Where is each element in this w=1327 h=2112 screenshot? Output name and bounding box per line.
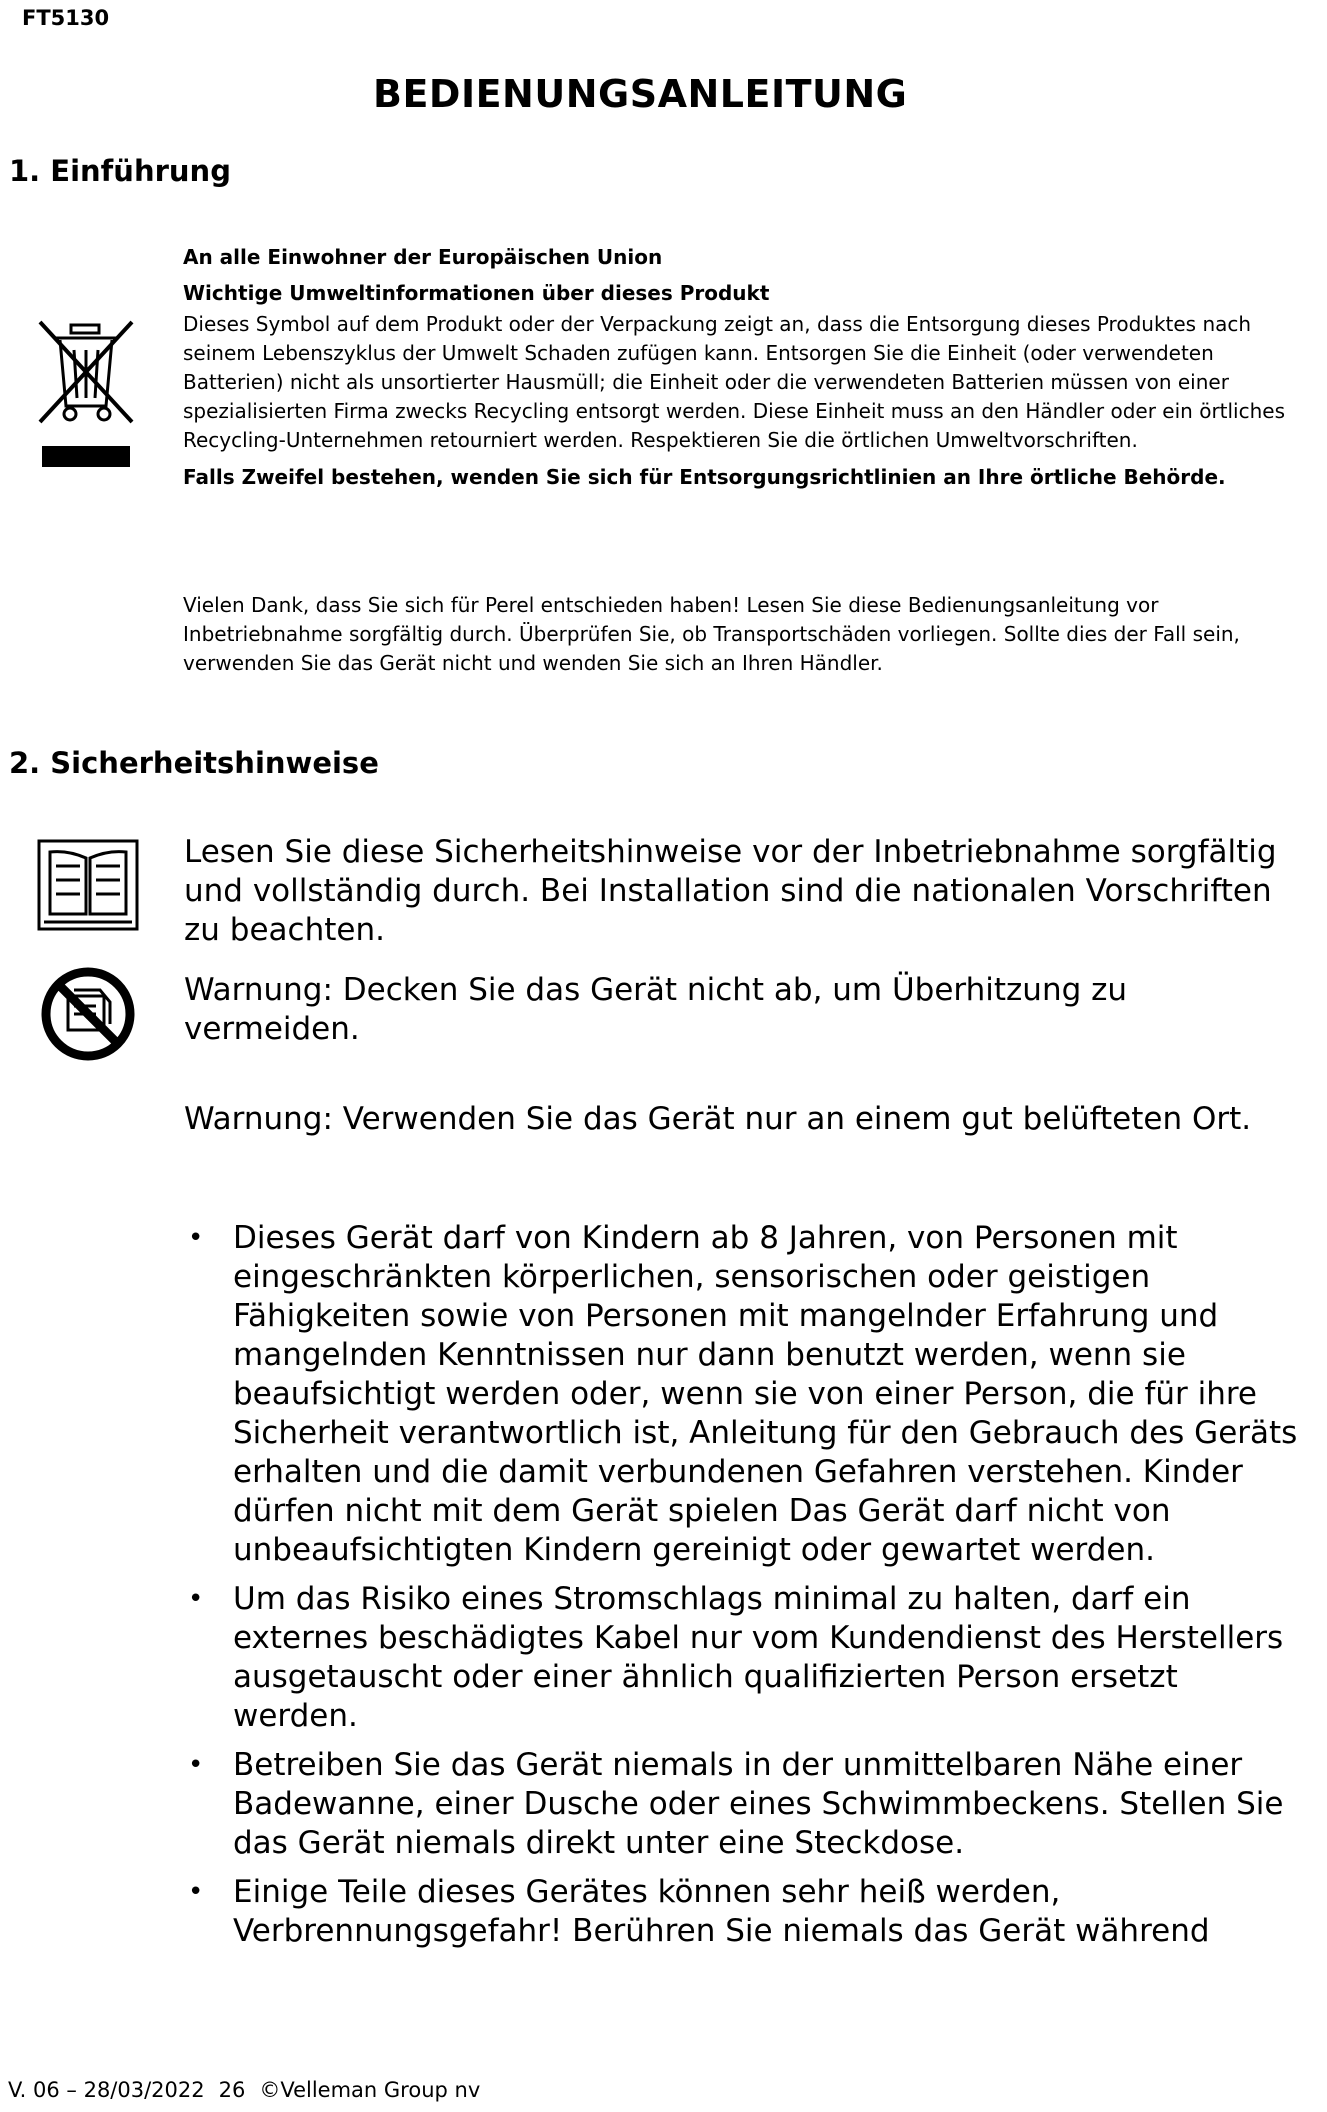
list-item: • Betreiben Sie das Gerät niemals in der unmittelbaren Nähe einer Badewanne, einer Dusche oder eines Schwimmbeckens. Stellen Sie das Gerät niemals direkt unter eine Steckdose. (188, 1747, 1284, 1861)
bullet-text: Um das Risiko eines Stromschlags minimal zu halten, darf ein externes beschädigtes Kabel nur vom Kundendienst des Herstellers ausgetauscht oder einer ähnlich qualifizierten Person ersetzt werden. (233, 1581, 1284, 1734)
bullet-text: Einige Teile dieses Gerätes können sehr heiß werden, Verbrennungsgefahr! Berühren Sie niemals das Gerät während (233, 1874, 1210, 1949)
thank-you-text: Vielen Dank, dass Sie sich für Perel entschieden haben! Lesen Sie diese Bedienungsanleitung vor Inbetriebnahme sorgfältig durch. Überprüfen Sie, ob Transportschäden vorliegen. Sollte dies der Fall sein, verwenden Sie das Gerät nicht und wenden Sie sich an Ihren Händler. (183, 593, 1240, 675)
bullet-text: Dieses Gerät darf von Kindern ab 8 Jahren, von Personen mit eingeschränkten körperlichen, sensorischen oder geistigen Fähigkeiten sowie von Personen mit mangelnder Erfahrung und mangelnden Kenntnissen nur dann benutzt werden, wenn sie beaufsichtigt werden oder, wenn sie von einer Person, die für ihre Sicherheit verantwortlich ist, Anleitung für den Gebrauch des Geräts erhalten und die damit verbundenen Gefahren verstehen. Kinder dürfen nicht mit dem Gerät spielen Das Gerät darf nicht von unbeaufsichtigten Kindern gereinigt oder gewartet werden. (233, 1220, 1298, 1568)
weee-subheading: Wichtige Umweltinformationen über dieses Produkt (183, 281, 770, 305)
section-heading-introduction: 1. Einführung (9, 154, 231, 188)
warning-ventilation-text: Warnung: Verwenden Sie das Gerät nur an einem gut belüfteten Ort. (184, 1101, 1252, 1137)
weee-body: Dieses Symbol auf dem Produkt oder der Verpackung zeigt an, dass die Entsorgung dieses Produktes nach seinem Lebenszyklus der Umwelt Schaden zufügen kann. Entsorgen Sie die Einheit (oder verwendeten Batterien) nicht als unsortierter Hausmüll; die Einheit oder die verwendeten Batterien müssen von einer spezialisierten Firma zwecks Recycling entsorgt werden. Diese Einheit muss an den Händler oder ein örtliches Recycling-Unternehmen retourniert werden. Respektieren Sie die örtlichen Umweltvorschriften. (183, 312, 1286, 452)
weee-notice (183, 243, 1293, 492)
footer-version: V. 06 – 28/03/2022 (8, 2078, 205, 2102)
warning-cover-text: Warnung: Decken Sie das Gerät nicht ab, um Überhitzung zu vermeiden. (184, 972, 1128, 1047)
page-footer (8, 2078, 494, 2102)
weee-bin-icon (34, 318, 138, 468)
weee-note: Falls Zweifel bestehen, wenden Sie sich für Entsorgungsrichtlinien an Ihre örtliche Behörde. (183, 465, 1226, 489)
list-item: • Dieses Gerät darf von Kindern ab 8 Jahren, von Personen mit eingeschränkten körperlichen, sensorischen oder geistigen Fähigkeiten sowie von Personen mit mangelnder Erfahrung und mangelnden Kenntnissen nur dann benutzt werden, wenn sie beaufsichtigt werden oder, wenn sie von einer Person, die für ihre Sicherheit verantwortlich ist, Anleitung für den Gebrauch des Geräts erhalten und die damit verbundenen Gefahren verstehen. Kinder dürfen nicht mit dem Gerät spielen Das Gerät darf nicht von unbeaufsichtigten Kindern gereinigt oder gewartet werden. (188, 1220, 1298, 1568)
read-manual-icon (36, 838, 140, 932)
read-instructions-text: Lesen Sie diese Sicherheitshinweise vor der Inbetriebnahme sorgfältig und vollständig durch. Bei Installation sind die nationalen Vorschriften zu beachten. (184, 834, 1277, 948)
document-title: BEDIENUNGSANLEITUNG (373, 72, 908, 116)
footer-page-number: 26 (218, 2078, 246, 2102)
weee-heading: An alle Einwohner der Europäischen Union (183, 245, 663, 269)
list-item: • Um das Risiko eines Stromschlags minimal zu halten, darf ein externes beschädigtes Kabel nur vom Kundendienst des Herstellers ausgetauscht oder einer ähnlich qualifizierten Person ersetzt werden. (188, 1581, 1284, 1734)
list-item: • Einige Teile dieses Gerätes können sehr heiß werden, Verbrennungsgefahr! Berühren Sie niemals das Gerät während (188, 1874, 1210, 1949)
bullet-text: Betreiben Sie das Gerät niemals in der unmittelbaren Nähe einer Badewanne, einer Dusche oder eines Schwimmbeckens. Stellen Sie das Gerät niemals direkt unter eine Steckdose. (233, 1747, 1284, 1861)
section-heading-safety: 2. Sicherheitshinweise (9, 746, 379, 780)
safety-bullet-list (180, 1219, 1310, 1961)
model-number: FT5130 (22, 6, 110, 30)
footer-copyright: ©Velleman Group nv (259, 2078, 481, 2102)
do-not-cover-icon (40, 966, 136, 1062)
